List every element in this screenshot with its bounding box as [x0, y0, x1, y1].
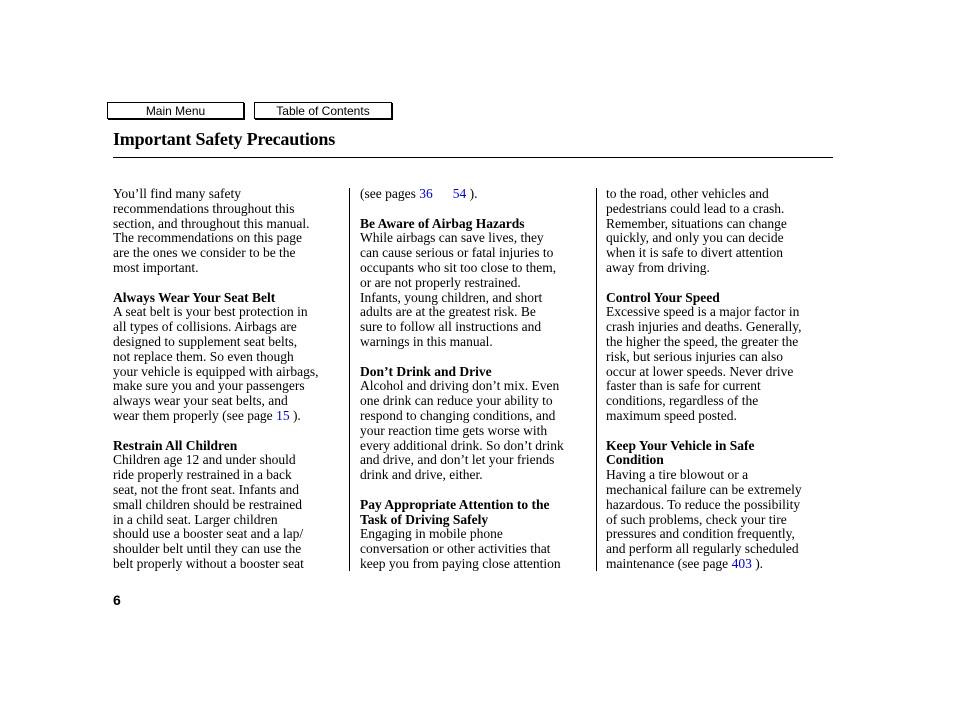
heading-pay-attention: Pay Appropriate Attention to the [360, 496, 550, 512]
page-link-36[interactable]: 36 [419, 186, 433, 201]
text-line: your vehicle is equipped with airbags, [113, 363, 319, 379]
text-line: designed to supplement seat belts, [113, 333, 298, 349]
heading-dont-drink: Don’t Drink and Drive [360, 363, 492, 379]
children-paragraph [113, 453, 343, 571]
text-line: shoulder belt until they can use the [113, 541, 302, 557]
text-line: and perform all regularly scheduled [606, 541, 799, 557]
text-line: adults are at the greatest risk. Be [360, 304, 536, 320]
continued-paragraph [606, 187, 836, 276]
seat-belt-paragraph [113, 305, 343, 423]
text-line: of such problems, check your tire [606, 511, 787, 527]
text-line: maximum speed posted. [606, 407, 737, 423]
text-line: always wear your seat belts, and [113, 393, 288, 409]
text-line: Alcohol and driving don’t mix. Even [360, 378, 560, 394]
speed-paragraph [606, 305, 836, 423]
text-line: section, and throughout this manual. [113, 215, 310, 231]
text-line: the higher the speed, the greater the [606, 333, 799, 349]
text-line: keep you from paying close attention [360, 555, 561, 571]
table-of-contents-button[interactable]: Table of Contents [254, 102, 392, 119]
text-line: The recommendations on this page [113, 230, 302, 246]
heading-pay-attention-line2: Task of Driving Safely [360, 511, 489, 527]
text-line: occur at lower speeds. Never drive [606, 363, 794, 379]
text-line: ride properly restrained in a back [113, 467, 292, 483]
text-line: make sure you and your passengers [113, 378, 305, 394]
attention-paragraph [360, 527, 592, 571]
text-line: risk, but serious injuries can also [606, 348, 783, 364]
text-line: are the ones we consider to be the [113, 245, 296, 261]
text-fragment: ). [751, 555, 764, 571]
page-link-54[interactable]: 54 [452, 186, 467, 201]
title-divider [113, 157, 833, 158]
text-line: warnings in this manual. [360, 333, 493, 349]
text-line: Children age 12 and under should [113, 452, 296, 468]
heading-vehicle-condition: Keep Your Vehicle in Safe [606, 437, 755, 453]
page-link-403[interactable]: 403 [731, 555, 752, 571]
text-line: not replace them. So even though [113, 348, 294, 364]
text-fragment: ). [289, 407, 301, 423]
text-line: Remember, situations can change [606, 215, 787, 231]
text-line: pressures and condition frequently, [606, 526, 795, 542]
column-2 [360, 187, 592, 572]
text-line: conditions, regardless of the [606, 393, 759, 409]
text-line: belt properly without a booster seat [113, 555, 304, 571]
continued-line [360, 187, 592, 202]
text-line: You’ll find many safety [113, 186, 241, 201]
text-line: in a child seat. Larger children [113, 511, 278, 527]
text-line: most important. [113, 259, 199, 275]
text-line: should use a booster seat and a lap/ [113, 526, 304, 542]
text-line: Excessive speed is a major factor in [606, 304, 800, 320]
text-line: faster than is safe for current [606, 378, 761, 394]
text-line: conversation or other activities that [360, 541, 551, 557]
column-1 [113, 187, 343, 572]
text-line: hazardous. To reduce the possibility [606, 496, 801, 512]
heading-restrain-children: Restrain All Children [113, 437, 238, 453]
text-fragment: wear them properly (see page [113, 407, 277, 423]
text-line: A seat belt is your best protection in [113, 304, 308, 320]
text-line: can cause serious or fatal injuries to [360, 245, 554, 261]
heading-seat-belt: Always Wear Your Seat Belt [113, 289, 276, 305]
text-line: all types of collisions. Airbags are [113, 319, 297, 335]
text-line: seat, not the front seat. Infants and [113, 481, 299, 497]
text-line: sure to follow all instructions and [360, 319, 542, 335]
page-link-15[interactable]: 15 [276, 407, 290, 423]
text-line: pedestrians could lead to a crash. [606, 200, 785, 216]
vehicle-paragraph [606, 468, 836, 572]
text-line: drink and drive, either. [360, 467, 483, 483]
column-3 [606, 187, 836, 572]
text-line [113, 409, 343, 424]
heading-vehicle-condition-line2: Condition [606, 452, 664, 468]
text-line: mechanical failure can be extremely [606, 481, 802, 497]
page-number: 6 [113, 592, 121, 608]
text-line: Infants, young children, and short [360, 289, 543, 305]
text-line: While airbags can save lives, they [360, 230, 544, 246]
text-fragment: (see pages [360, 186, 420, 201]
text-line: Engaging in mobile phone [360, 526, 503, 542]
text-line: when it is safe to divert attention [606, 245, 783, 261]
airbag-paragraph [360, 231, 592, 349]
text-line: respond to changing conditions, and [360, 407, 556, 423]
text-line: quickly, and only you can decide [606, 230, 784, 246]
main-menu-button[interactable]: Main Menu [107, 102, 244, 119]
drink-paragraph [360, 379, 592, 483]
text-line: Having a tire blowout or a [606, 467, 749, 483]
text-line: to the road, other vehicles and [606, 186, 769, 201]
text-line: crash injuries and deaths. Generally, [606, 319, 802, 335]
text-line: your reaction time gets worse with [360, 422, 548, 438]
text-line [606, 557, 836, 572]
text-line: small children should be restrained [113, 496, 302, 512]
text-line: and drive, and don’t let your friends [360, 452, 555, 468]
text-line: or are not properly restrained. [360, 274, 521, 290]
page-title: Important Safety Precautions [113, 129, 336, 149]
column-divider-2 [596, 188, 597, 571]
text-line: recommendations throughout this [113, 200, 295, 216]
text-line: one drink can reduce your ability to [360, 393, 553, 409]
text-fragment: maintenance (see page [606, 555, 732, 571]
column-divider-1 [349, 188, 350, 571]
heading-control-speed: Control Your Speed [606, 289, 720, 305]
text-fragment: ). [466, 186, 478, 201]
text-line: occupants who sit too close to them, [360, 259, 557, 275]
text-line: away from driving. [606, 259, 710, 275]
text-line: every additional drink. So don’t drink [360, 437, 564, 453]
intro-paragraph [113, 187, 343, 276]
heading-airbag-hazards: Be Aware of Airbag Hazards [360, 215, 525, 231]
